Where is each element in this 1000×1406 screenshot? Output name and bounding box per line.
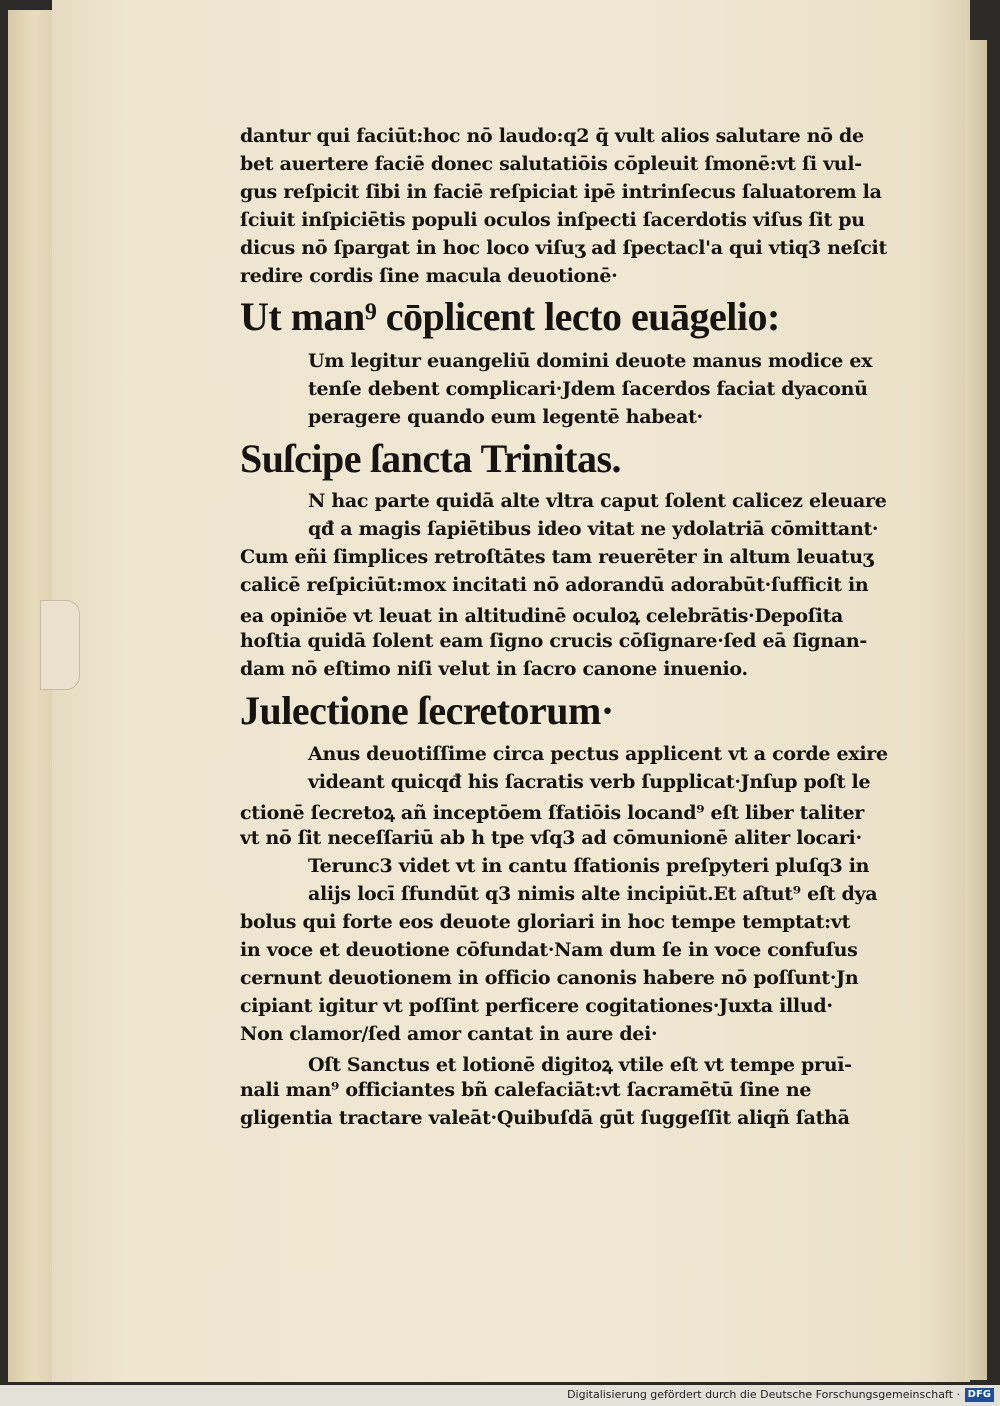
text-line: in voce et deuotione cōfundat·Nam dum ſe in voce confuſus <box>240 939 858 961</box>
text-line: bet auertere faciē donec salutatiōis cōpleuit ſmonē:vt ſi vul- <box>240 153 862 175</box>
text-line: qđ a magis ſapiētibus ideo vitat ne ydolatriā cōmittant· <box>308 518 879 540</box>
text-line: Anus deuotiſſime circa pectus applicent vt a corde exire <box>308 743 888 765</box>
text-line: bolus qui forte eos deuote gloriari in hoc tempe temptat:vt <box>240 911 851 933</box>
text-line: hoſtia quidā ſolent eam ſigno crucis cōſignare·ſed eā ſignan- <box>240 630 867 652</box>
text-line: ea opiniōe vt leuat in altitudinē oculoꝝ celebrātis·Depoſita <box>240 605 844 627</box>
text-line: vt nō ſit neceſſariū ab h tpe vſq3 ad cōmunionē aliter locari· <box>240 827 862 849</box>
text-line: gligentia tractare valeāt·Quibuſdā gūt ſuggeſſit aliqñ ſathā <box>240 1107 850 1129</box>
text-line: Non clamor/ſed amor cantat in aure dei· <box>240 1023 658 1045</box>
page-edge-right <box>965 40 987 1380</box>
section-heading: Julectione ſecretorum· <box>240 688 614 733</box>
text-line: calicē reſpiciūt:mox incitati nō adorandū adorabūt·ſufficit in <box>240 574 869 596</box>
text-line: peragere quando eum legentē habeat· <box>308 406 703 428</box>
dfg-logo: DFG <box>965 1388 994 1402</box>
text-line: cipiant igitur vt poſſint perficere cogitationes·Juxta illud· <box>240 995 833 1017</box>
paper-tab <box>40 600 80 690</box>
text-line: redire cordis ſine macula deuotionē· <box>240 265 618 287</box>
text-line: tenſe debent complicari·Jdem ſacerdos faciat dyaconū <box>308 378 868 400</box>
printed-text-block <box>240 125 900 1140</box>
text-line: nali man⁹ officiantes bñ calefaciāt:vt ſacramētū ſine ne <box>240 1079 812 1101</box>
text-line: videant quicqđ his ſacratis verb ſupplicat·Jnſup poſt le <box>308 771 871 793</box>
section-heading: Suſcipe ſancta Trinitas. <box>240 436 622 481</box>
section-heading: Ut man⁹ cōplicent lecto euāgelio: <box>240 294 780 339</box>
text-line: ctionē ſecretoꝝ añ inceptōem ſfatiōis locand⁹ eſt liber taliter <box>240 802 864 824</box>
text-line: Terunc3 videt vt in cantu ſfationis preſpyteri pluſq3 in <box>308 855 870 877</box>
text-line: dantur qui faciūt:hoc nō laudo:q2 q̄ vult alios salutare nō de <box>240 125 864 147</box>
text-line: dam nō eſtimo niſi velut in ſacro canone inuenio. <box>240 658 748 680</box>
text-line: cernunt deuotionem in officio canonis habere nō poſſunt·Jn <box>240 967 859 989</box>
text-line: Oſt Sanctus et lotionē digitoꝝ vtile eſt vt tempe pruī- <box>308 1054 852 1076</box>
text-line: alijs locī ſfundūt q3 nimis alte incipiūt.Et aſtut⁹ eſt dya <box>308 883 878 905</box>
text-line: N hac parte quidā alte vltra caput ſolent calicez eleuare <box>308 490 887 512</box>
text-line: Cum eñi ſimplices retroſtātes tam reuerēter in altum leuatuʒ <box>240 546 874 568</box>
text-line: ſciuit inſpiciētis populi oculos inſpecti ſacerdotis viſus ſit pu <box>240 209 865 231</box>
text-line: dicus nō ſpargat in hoc loco viſuʒ ad ſpectacl'a qui vtiq3 neſcit <box>240 237 887 259</box>
funding-credit: Digitalisierung gefördert durch die Deutsche Forschungsgemeinschaft · <box>567 1388 960 1401</box>
text-line: gus reſpicit ſibi in faciē reſpiciat ipē intrinſecus ſaluatorem la <box>240 181 882 203</box>
text-line: Um legitur euangeliū domini deuote manus modice ex <box>308 350 873 372</box>
